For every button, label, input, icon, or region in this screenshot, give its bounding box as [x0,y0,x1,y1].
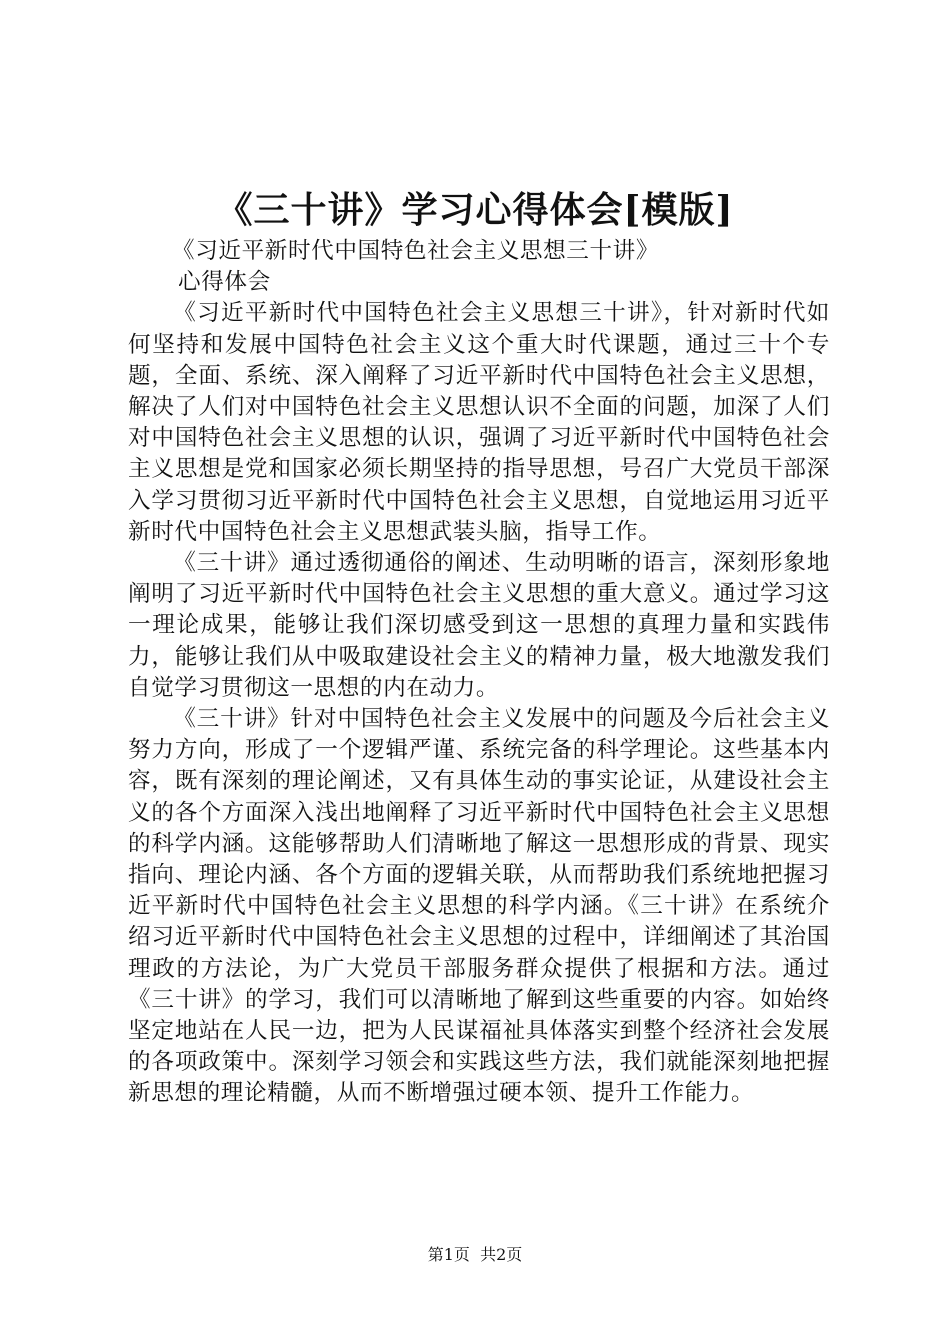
paragraph-1: 《习近平新时代中国特色社会主义思想三十讲》，针对新时代如何坚持和发展中国特色社会主义这个重大时代课题，通过三十个专题，全面、系统、深入阐释了习近平新时代中国特色社会主义思想，解决了人们对中国特色社会主义思想认识不全面的问题，加深了人们对中国特色社会主义思想的认识，强调了习近平新时代中国特色社会主义思想是党和国家必须长期坚持的指导思想，号召广大党员干部深入学习贯彻习近平新时代中国特色社会主义思想，自觉地运用习近平新时代中国特色社会主义思想武装头脑，指导工作。 [128,300,830,545]
document-title: 《三十讲》学习心得体会[模版] [216,189,734,231]
subtitle-line-1: 《习近平新时代中国特色社会主义思想三十讲》 [172,238,660,264]
subtitle-line-2: 心得体会 [178,269,271,296]
paragraph-3: 《三十讲》针对中国特色社会主义发展中的问题及今后社会主义努力方向，形成了一个逻辑严谨、系统完备的科学理论。这些基本内容，既有深刻的理论阐述，又有具体生动的事实论证，从建设社会主义的各个方面深入浅出地阐释了习近平新时代中国特色社会主义思想的科学内涵。这能够帮助人们清晰地了解这一思想形成的背景、现实指向、理论内涵、各个方面的逻辑关联，从而帮助我们系统地把握习近平新时代中国特色社会主义思想的科学内涵。《三十讲》在系统介绍习近平新时代中国特色社会主义思想的过程中，详细阐述了其治国理政的方法论，为广大党员干部服务群众提供了根据和方法。通过《三十讲》的学习，我们可以清晰地了解到这些重要的内容。如始终坚定地站在人民一边，把为人民谋福祉具体落实到整个经济社会发展的各项政策中。深刻学习领会和实践这些方法，我们就能深刻地把握新思想的理论精髓，从而不断增强过硬本领、提升工作能力。 [128,706,830,1107]
page-footer: 第1页 共2页 [427,1245,523,1264]
document-body [128,236,830,1110]
paragraph-2: 《三十讲》通过透彻通俗的阐述、生动明晰的语言，深刻形象地阐明了习近平新时代中国特色社会主义思想的重大意义。通过学习这一理论成果，能够让我们深切感受到这一思想的真理力量和实践伟力，能够让我们从中吸取建设社会主义的精神力量，极大地激发我们自觉学习贯彻这一思想的内在动力。 [128,550,830,701]
